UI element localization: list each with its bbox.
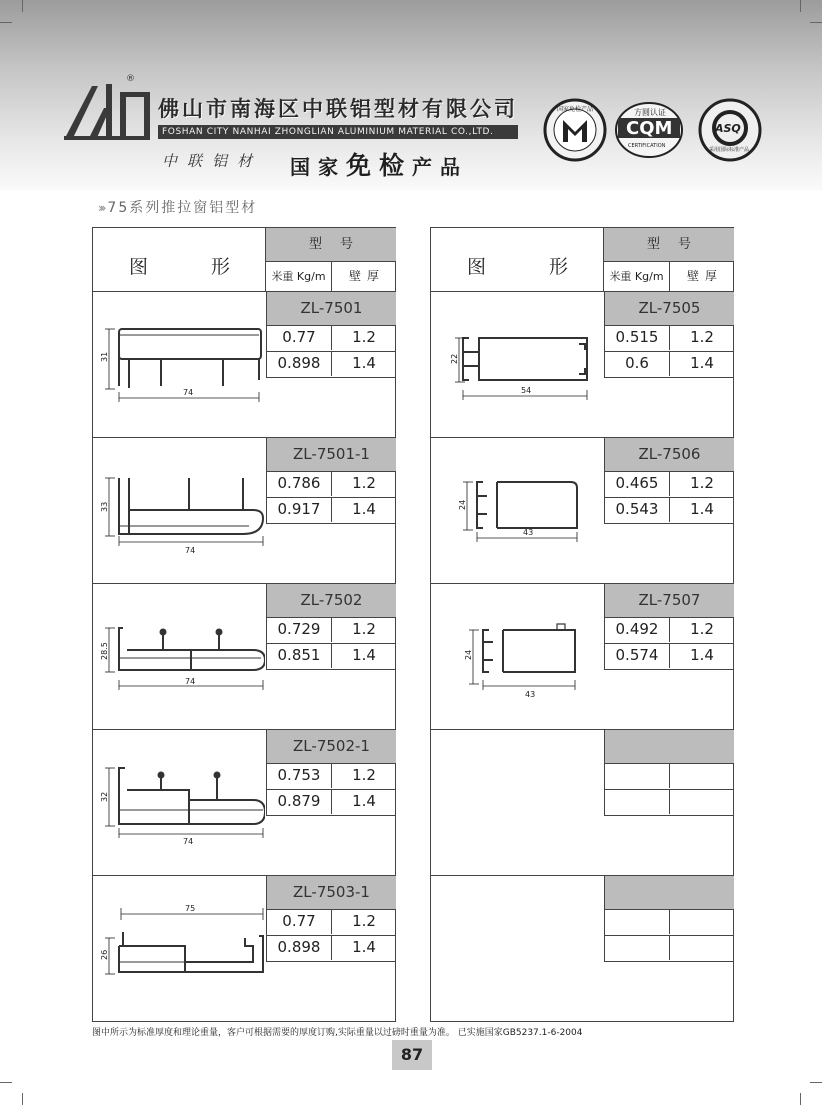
figure-header <box>93 228 266 291</box>
dim-width: 43 <box>523 528 534 537</box>
series-title-text: 75系列推拉窗铝型材 <box>107 200 258 216</box>
figure-header <box>431 228 604 291</box>
crop-mark <box>0 1082 12 1083</box>
thickness-value: 1.2 <box>352 912 376 930</box>
weight-value <box>605 909 670 934</box>
dim-width: 75 <box>185 904 196 913</box>
brand-name-cn: 中联铝材 <box>162 152 263 170</box>
company-name-cn: 佛山市南海区中联铝型材有限公司 <box>158 97 518 121</box>
slogan-pre: 国家 <box>290 155 346 179</box>
figure-header-char2: 形 <box>549 256 569 278</box>
model-code: ZL-7507 <box>605 584 734 618</box>
dim-height: 26 <box>100 949 109 960</box>
spec-table <box>604 438 734 524</box>
spec-table <box>266 876 396 962</box>
thickness-value: 1.2 <box>690 620 714 638</box>
cqm-badge-icon <box>614 98 684 162</box>
spec-row <box>267 763 396 790</box>
weight-value: 0.879 <box>267 789 332 814</box>
profile-drawing <box>93 876 265 1022</box>
weight-value: 0.77 <box>267 325 332 350</box>
weight-value: 0.729 <box>267 617 332 642</box>
weight-value <box>605 763 670 788</box>
dim-width: 74 <box>185 677 196 686</box>
model-code <box>605 730 734 764</box>
dim-height: 22 <box>450 353 459 364</box>
profile-drawing <box>93 584 265 730</box>
model-code: ZL-7501 <box>267 292 396 326</box>
company-name-en: FOSHAN CITY NANHAI ZHONGLIAN ALUMINIUM MATERIAL CO.,LTD. <box>158 125 518 139</box>
badge-cqm-sub: CERTIFICATION <box>628 143 666 149</box>
thickness-value <box>670 935 734 960</box>
profile-drawing <box>431 292 603 438</box>
thickness-value: 1.4 <box>352 938 376 956</box>
thickness-value: 1.4 <box>352 354 376 372</box>
thickness-value <box>670 909 734 934</box>
profile-section <box>431 584 733 730</box>
badge-asq-text: 采用国际标准产品 <box>709 147 750 153</box>
spec-row <box>605 471 734 498</box>
dim-height: 32 <box>100 791 109 802</box>
model-header: 型号 <box>604 228 734 262</box>
crop-mark <box>22 1093 23 1105</box>
weight-value <box>605 789 670 814</box>
asq-badge-icon <box>698 98 762 162</box>
slogan-post: 产品 <box>412 155 469 179</box>
thickness-value: 1.2 <box>352 474 376 492</box>
thickness-value: 1.4 <box>352 646 376 664</box>
spec-table <box>604 730 734 816</box>
dim-width: 74 <box>183 837 194 846</box>
weight-value: 0.851 <box>267 643 332 668</box>
weight-value: 0.898 <box>267 935 332 960</box>
thickness-value: 1.2 <box>690 474 714 492</box>
page-number: 87 <box>392 1040 432 1070</box>
dim-height: 31 <box>100 351 109 362</box>
profile-drawing <box>93 292 265 438</box>
dim-width: 54 <box>521 386 532 395</box>
weight-value: 0.515 <box>605 325 670 350</box>
badge-asq-main: ASQ <box>715 122 741 135</box>
profile-drawing <box>431 438 603 584</box>
spec-table <box>604 292 734 378</box>
spec-row <box>605 617 734 644</box>
thickness-value: 1.4 <box>690 646 714 664</box>
spec-row <box>605 351 734 377</box>
model-code <box>605 876 734 910</box>
profile-section-empty <box>431 876 733 1022</box>
dim-height: 33 <box>100 501 109 512</box>
table-header <box>93 228 395 292</box>
weight-header: 米重 Kg/m <box>266 262 332 291</box>
thickness-value: 1.4 <box>352 792 376 810</box>
badge-cqm-title: 方圆认证 <box>634 108 666 117</box>
thickness-header: 壁厚 <box>348 269 385 283</box>
weight-value: 0.898 <box>267 351 332 376</box>
thickness-value <box>670 789 734 814</box>
left-panel <box>92 227 396 1022</box>
thickness-header: 壁厚 <box>686 269 723 283</box>
spec-table <box>266 438 396 524</box>
dim-width: 74 <box>185 546 196 555</box>
profile-section <box>93 292 395 438</box>
right-panel <box>430 227 734 1022</box>
dim-height: 24 <box>458 499 467 510</box>
footnote: 图中所示为标准厚度和理论重量，客户可根据需要的厚度订购,实际重量以过磅时重量为准。 已实施国家GB5237.1-6-2004 <box>92 1028 583 1038</box>
spec-table <box>604 876 734 962</box>
crop-mark <box>22 0 23 12</box>
weight-value: 0.543 <box>605 497 670 522</box>
model-code: ZL-7503-1 <box>267 876 396 910</box>
profile-section <box>93 876 395 1022</box>
thickness-value: 1.4 <box>352 500 376 518</box>
profile-section <box>93 584 395 730</box>
spec-row <box>605 935 734 961</box>
thickness-value: 1.2 <box>690 328 714 346</box>
spec-row <box>605 497 734 523</box>
weight-value: 0.492 <box>605 617 670 642</box>
crop-mark <box>800 0 801 12</box>
model-code: ZL-7502-1 <box>267 730 396 764</box>
thickness-value: 1.2 <box>352 328 376 346</box>
model-code: ZL-7501-1 <box>267 438 396 472</box>
spec-row <box>267 497 396 523</box>
profile-section <box>431 292 733 438</box>
weight-value: 0.6 <box>605 351 670 376</box>
profile-section <box>93 730 395 876</box>
crop-mark <box>810 1082 822 1083</box>
badge-exempt-text: 国家免检产品 <box>557 106 594 113</box>
weight-value: 0.465 <box>605 471 670 496</box>
profile-drawing <box>93 438 265 584</box>
model-header: 型号 <box>266 228 396 262</box>
profile-section <box>431 438 733 584</box>
weight-value: 0.77 <box>267 909 332 934</box>
spec-row <box>605 325 734 352</box>
table-header <box>431 228 733 292</box>
profile-drawing <box>93 730 265 876</box>
figure-header-char2: 形 <box>211 256 231 278</box>
weight-value: 0.574 <box>605 643 670 668</box>
dim-width: 43 <box>525 690 536 699</box>
double-chevron-icon: ››› <box>98 201 104 215</box>
figure-header-char1: 图 <box>467 256 487 278</box>
thickness-value: 1.2 <box>352 620 376 638</box>
weight-value: 0.753 <box>267 763 332 788</box>
dim-height: 24 <box>464 649 473 660</box>
model-code: ZL-7502 <box>267 584 396 618</box>
profile-section-empty <box>431 730 733 876</box>
spec-row <box>267 935 396 961</box>
figure-header-char1: 图 <box>129 256 149 278</box>
dim-height: 28.5 <box>100 642 109 660</box>
slogan <box>290 146 468 182</box>
dim-width: 74 <box>183 388 194 397</box>
slogan-big: 免检 <box>346 151 413 180</box>
weight-value <box>605 935 670 960</box>
spec-row <box>605 643 734 669</box>
spec-row <box>605 909 734 936</box>
spec-row <box>267 325 396 352</box>
series-title <box>98 197 257 217</box>
spec-row <box>267 351 396 377</box>
weight-value: 0.917 <box>267 497 332 522</box>
spec-row <box>267 617 396 644</box>
spec-table <box>604 584 734 670</box>
weight-header: 米重 Kg/m <box>604 262 670 291</box>
company-logo-icon <box>62 78 154 144</box>
spec-row <box>267 471 396 498</box>
crop-mark <box>810 22 822 23</box>
profile-drawing <box>431 584 603 730</box>
model-code: ZL-7506 <box>605 438 734 472</box>
thickness-value: 1.4 <box>690 500 714 518</box>
crop-mark <box>0 22 12 23</box>
spec-row <box>267 789 396 815</box>
spec-table <box>266 730 396 816</box>
spec-row <box>267 909 396 936</box>
spec-table <box>266 584 396 670</box>
crop-mark <box>800 1093 801 1105</box>
quality-badge-exempt-icon <box>543 98 607 162</box>
thickness-value: 1.2 <box>352 766 376 784</box>
spec-row <box>267 643 396 669</box>
model-code: ZL-7505 <box>605 292 734 326</box>
spec-row <box>605 763 734 790</box>
spec-row <box>605 789 734 815</box>
badge-cqm-main: CQM <box>626 118 673 139</box>
registered-mark: ® <box>126 74 135 84</box>
thickness-value <box>670 763 734 788</box>
weight-value: 0.786 <box>267 471 332 496</box>
profile-section <box>93 438 395 584</box>
thickness-value: 1.4 <box>690 354 714 372</box>
spec-table <box>266 292 396 378</box>
